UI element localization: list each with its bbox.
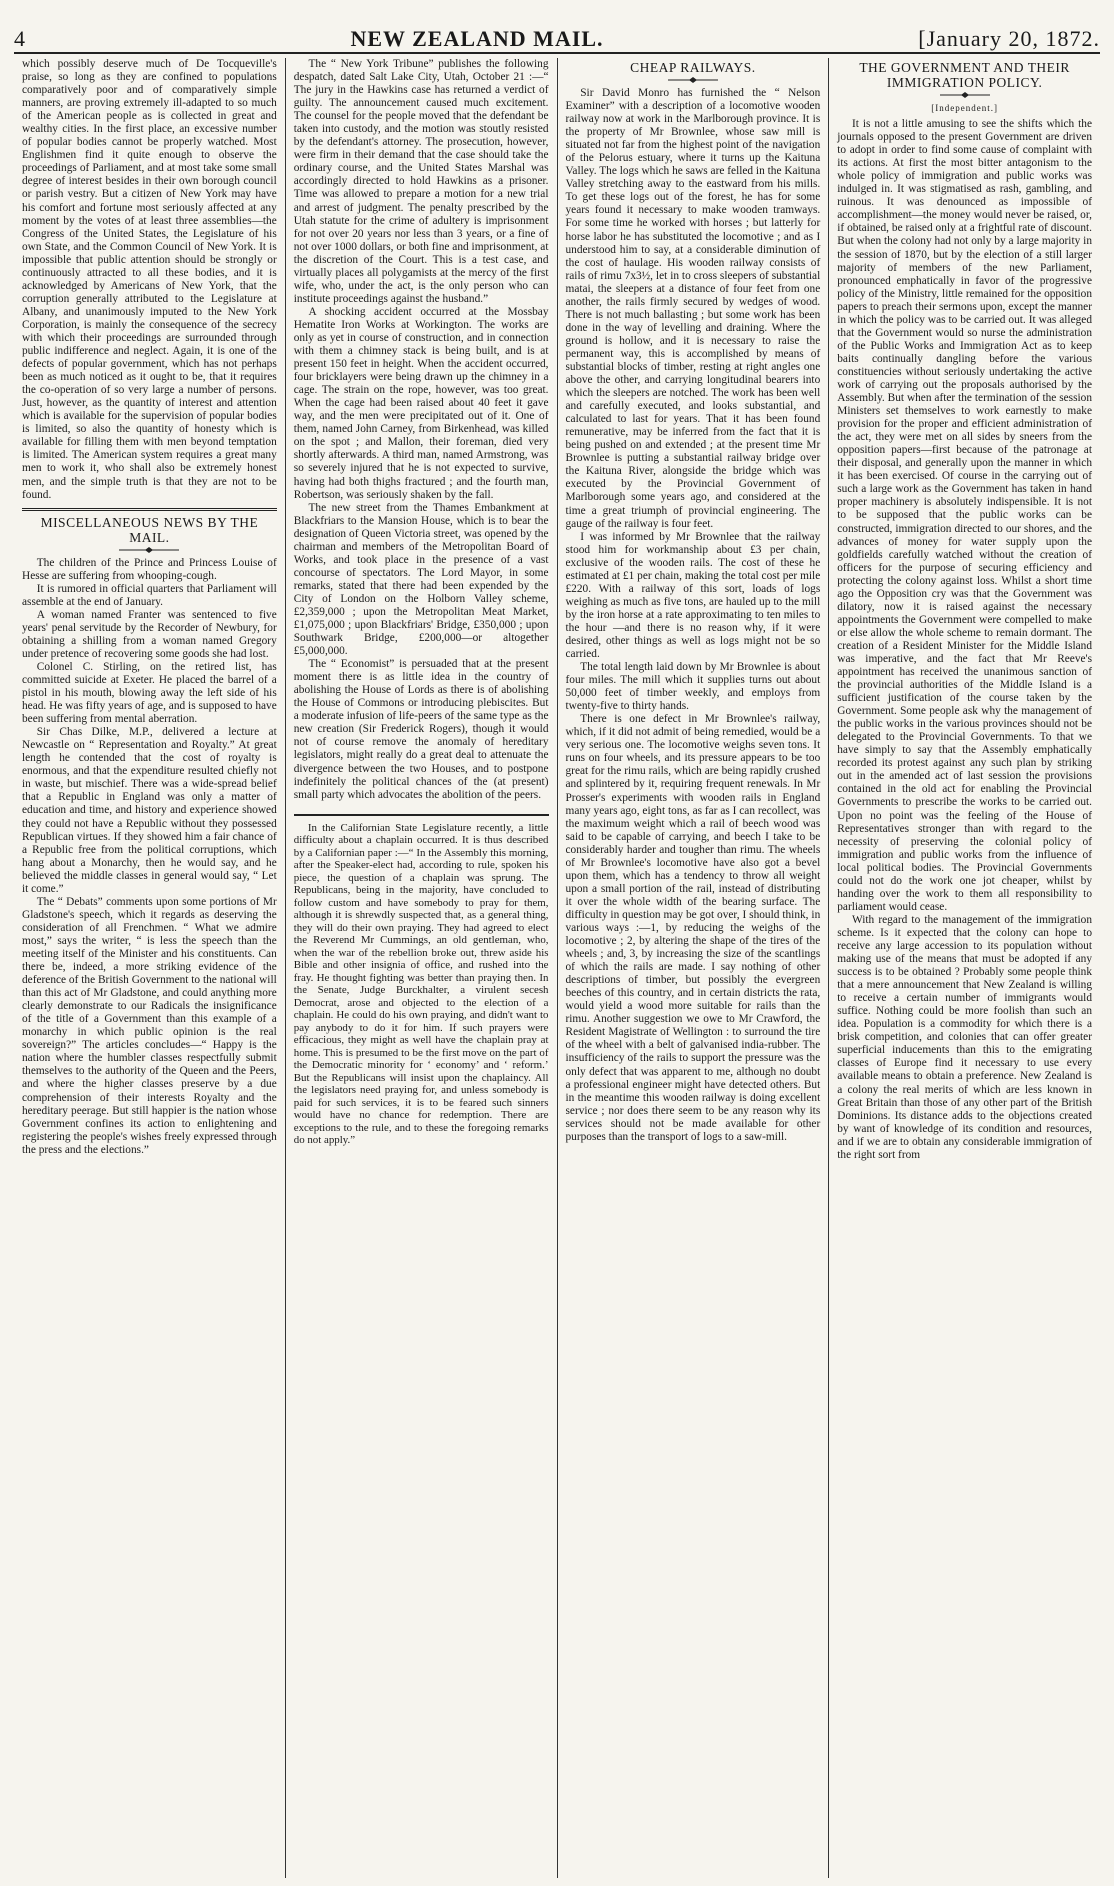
misc-news-heading: MISCELLANEOUS NEWS BY THE MAIL. <box>40 514 259 545</box>
masthead <box>14 18 1100 54</box>
news-item: The new street from the Thames Embankment at Blackfriars to the Mansion House, which is to bear the designation of Queen Victoria street, was opened by the chairman and members of the Metropolitan Board of Works, and took place in the presence of a vast concourse of spectators. The Lord Mayor, in some remarks, stated that there had been expended by the City of London on the Holborn Valley scheme, £2,359,000 ; upon the Metropolitan Meat Market, £1,075,000 ; upon Blackfriars' Bridge, £350,000 ; upon Southwark Bridge, £200,000—or altogether £5,000,000. <box>293 501 549 658</box>
column-3 <box>558 58 830 1878</box>
page-number: 4 <box>14 26 26 51</box>
ornament-rule-icon <box>940 92 990 98</box>
misc-item: A woman named Franter was sentenced to five years' penal servitude by the Recorder of Newbury, for obtaining a shilling from a woman named Gregory under pretence of recovering some goods she had lost. <box>22 608 277 660</box>
misc-item: The “ Debats” comments upon some portions of Mr Gladstone's speech, which it regards as deserving the consideration of all Frenchmen. “ What we admire most,” says the writer, “ is less the speech than the meeting itself of the Minister and his constituents. Can there be, indeed, a more striking evidence of the deference of the British Government to the national will than this act of Mr Gladstone, and could anything more clearly demonstrate to our Radicals the insignificance of the title of a Government than this example of a monarchy in which public opinion is the real sovereign?” The articles concludes—“ Happy is the nation where the humbler classes respectfully submit themselves to the authority of the Queen and the Peers, and where the higher classes preserve by a due comprehension of their interests Royalty and the hereditary peerage. But still happier is the nation whose Government confines its action to enlightening and registering the people's wishes freely expressed through the press and the elections.” <box>22 895 277 1156</box>
misc-item: It is rumored in official quarters that Parliament will assemble at the end of January. <box>22 582 277 608</box>
news-item: The “ New York Tribune” publishes the following despatch, dated Salt Lake City, Utah, October 21 :—“ The jury in the Hawkins case has returned a verdict of guilty. The announcement caused much excitement. The counsel for the people moved that the defendant be taken into custody, and the motion was stoutly resisted by the defendant's attorney. The prosecution, however, were firm in their demand that the case should take the ordinary course, and the United States Marshal was accordingly directed to hold Hawkins as a prisoner. Time was allowed to prepare a motion for a new trial and arrest of judgment. The penalty prescribed by the Utah statute for the crime of adultery is imprisonment for not over 20 years nor less than 3 years, or a fine of not over 1000 dollars, or both fine and imprisonment, at the discretion of the Court. This is a test case, and virtually places all polygamists at the mercy of the first wife, who, under the act, is the only person who can institute proceedings against the husband.” <box>293 58 549 305</box>
issue-date: [January 20, 1872. <box>918 26 1100 51</box>
misc-item: The children of the Prince and Princess Louise of Hesse are suffering from whooping-cough. <box>22 556 277 582</box>
column-2 <box>286 58 558 1878</box>
ornament-rule-icon <box>668 77 718 83</box>
article-paragraph: With regard to the management of the immigration scheme. Is it expected that the colony can hope to receive any large accession to its population without making use of the means that must be adopted if any success is to be obtained ? Probably some people think that a mere announcement that New Zealand is willing to receive a certain number of immigrants would suffice. Nothing could be more foolish than such an idea. Population is a commodity for which there is a brisk competition, and colonies that can offer greater superficial inducements than this to the emigrating classes of Europe find it necessary to use every available means to obtain a preference. New Zealand is a colony the real merits of which are less known in Great Britain than those of any other part of the British Dominions. Its distance adds to the objections created by want of knowledge of its condition and resources, and if we are to obtain any considerable immigration of the right sort from <box>837 913 1092 1161</box>
news-item: The “ Economist” is persuaded that at the present moment there is as little idea in the country of abolishing the House of Lords as there is of abolishing the House of Commons or introducing plebiscites. But a moderate infusion of life-peers of the same type as the new creation (Sir Frederick Rogers), though it would not of course remove the anomaly of hereditary legislators, might really do a great deal to attenuate the divergence between the two Houses, and to postpone indefinitely the political chances of the (at present) small party which advocates the abolition of the peers. <box>293 658 549 801</box>
cheap-railways-heading: CHEAP RAILWAYS. <box>630 60 756 75</box>
article-divider <box>294 814 549 816</box>
ornament-rule-icon <box>119 547 179 553</box>
immigration-policy-heading: THE GOVERNMENT AND THEIR IMMIGRATION POLICY. <box>859 60 1070 90</box>
news-item: A shocking accident occurred at the Mossbay Hematite Iron Works at Workington. The works are only as yet in course of construction, and in connection with them a chimney stack is being built, and is at present 150 feet in height. When the accident occurred, four bricklayers were being drawn up the chimney in a cage. The strain on the rope, however, was too great. When the cage had been raised about 40 feet it gave way, and the men were precipitated out of it. One of them, named John Carney, from Birkenhead, was killed on the spot ; and Mallon, their foreman, died very shortly afterwards. A third man, named Armstrong, was so severely injured that he is not expected to survive, having had both thighs fractured ; and the fourth man, Robertson, was seriously shaken by the fall. <box>293 305 549 501</box>
article-divider <box>22 508 277 511</box>
californian-item: In the Californian State Legislature recently, a little difficulty about a chaplain occurred. It is thus described by a Californian paper :—“ In the Assembly this morning, after the Speaker-elect had, according to rule, spoken his piece, the question of a chaplain was sprung. The Republicans, being in the majority, have concluded to follow custom and have somebody to pray for them, although it is shrewdly suspected that, as a general thing, they will do their own praying. They had agreed to elect the Reverend Mr Cummings, an old gentleman, who, when the war of the rebellion broke out, threw aside his Bible and other insignia of office, and rushed into the fray. He thought fighting was better than praying then. In the Senate, Judge Burckhalter, a virulent secesh Democrat, arose and objected to the election of a chaplain. He could do his own praying, and didn't want to pay anybody to do it for him. If such prayers were efficacious, they might as well have the chaplain pray at home. This is presumed to be the first move on the part of the Democratic minority for ‘ economy’ and ‘ reform.’ But the Republicans will insist upon the chaplaincy. All the legislators need praying for, and unless somebody is paid for such services, it is to be feared such sinners would have no chance for redemption. There are exceptions to the rule, and to these the foregoing remarks do not apply.” <box>293 821 549 1147</box>
misc-item: Colonel C. Stirling, on the retired list, has committed suicide at Exeter. He placed the barrel of a pistol in his mouth, blowing away the left side of his head. He was fifty years of age, and is supposed to have been suffering from mental aberration. <box>22 660 277 726</box>
page-columns <box>14 58 1100 1878</box>
article-paragraph: The total length laid down by Mr Brownlee is about four miles. The mill which it supplies turns out about 50,000 feet of timber weekly, and employs from twenty-five to thirty hands. <box>565 661 821 713</box>
newspaper-title: NEW ZEALAND MAIL. <box>350 26 604 51</box>
article-paragraph: Sir David Monro has furnished the “ Nelson Examiner” with a description of a locomotive wooden railway now at work in the Marlborough province. It is the property of Mr Brownlee, whose saw mill is situated not far from the highest point of the navigation of the Pelorus estuary, where it turns up the Kaituna Valley. The logs which he saws are felled in the Kaituna Valley stretching away to the eastward from his mills. To get these logs out of the forest, he has for some years found it necessary to make wooden tramways. For some time he worked with horses ; but latterly for horse labor he has substituted the locomotive ; and as I understood him to say, at a considerable diminution of the cost of haulage. His wooden railway consists of rails of rimu 7x3½, let in to cross sleepers of substantial matai, the sleepers at a distance of four feet from one another, the rails firmly secured by wedges of wood. There is not much ballasting ; but some work has been done in the way of levelling and draining. Where the ground is hollow, and it is necessary to raise the permanent way, this is accomplished by means of substantial blocks of timber, resting at right angles one above the other, and carrying longitudinal bearers into which the sleepers are notched. The work has been well and carefully executed, and looks substantial, and calculated to last for years. That it has been found remunerative, may be inferred from the fact that it is being pushed on and extended ; at the present time Mr Brownlee is putting a substantial railway bridge over the Kaituna River, alongside the bridge which was executed by the Provincial Government of Marlborough some years ago, and considered at the time a great triumph of provincial engineering. The gauge of the railway is four feet. <box>565 87 821 530</box>
article-paragraph: It is not a little amusing to see the shifts which the journals opposed to the present Government are driven to adopt in order to find some cause of complaint with its actions. At first the most bitter antagonism to the whole policy of immigration and public works was indulged in. It was stigmatised as rash, gambling, and ruinous. It was denounced as impossible of accomplishment—the money would never be raised, or, if obtained, be raised only at a frightful rate of discount. But when the colony had not only by a large majority in the session of 1870, but by the election of a still larger majority of members of the new Parliament, pronounced emphatically in favor of the progressive policy of the Ministry, little remained for the opposition papers to preach their sermons upon, except the manner in which the policy was to be carried out. It was alleged that the Government would so nurse the administration of the Public Works and Immigration Act as to keep baits continually dangling before the various constituencies without seriously undertaking the active work of carrying out the proposals authorised by the Assembly. But when after the termination of the session Ministers set themselves to work earnestly to make provision for the proper and efficient administration of the act, they were met on all sides by sneers from the opposition papers—first because of the patronage at their disposal, and generally upon the manner in which it has been exercised. Of course in the carrying out of such a large work as the Government has taken in hand proper machinery is absolutely indispensible. It is not to be supposed that the public works can be constructed, immigration directed to our shores, and the advances of money for water supply upon the goldfields carefully watched without the creation of officers for the purpose of securing efficiency and protecting the colony against loss. Whilst a short time ago the Opposition cry was that the Government was dilatory, now it is raised against the necessary appointments the Government were compelled to make or else allow the whole scheme to remain dormant. The creation of a Resident Minister for the Middle Island was imperative, and the fact that Mr Reeve's appointment has received the unanimous sanction of the provincial authorities of the Middle Island is a sufficient justification of the course taken by the Government. Some people ask why the management of the public works in the various provinces should not be delegated to the Provincial Governments. To that we have simply to say that the Assembly emphatically recorded its protest against any such plan by striking out in the amended act of last session the provisions contained in the old act for enabling the Provincial Governments to prescribe the works to be carried out. Upon no point was the feeling of the House of Representatives stronger than with regard to the necessity of preserving the colonial policy of immigration and public works from the influence of local political bodies. The Provincial Governments could not do the work one jot cheaper, whilst by handing over the work to them all responsibility to parliament would cease. <box>837 118 1092 913</box>
column-4 <box>829 58 1100 1878</box>
misc-item: Sir Chas Dilke, M.P., delivered a lecture at Newcastle on “ Representation and Royalty.” At great length he contended that the cost of royalty is enormous, and that the expenditure resulted chiefly not in waste, but mischief. There was a wide-spread belief that a Republic in England was only a matter of education and time, and history and experience showed they could not have a Republic without they possessed Republican virtues. If they showed him a fair chance of a Republic free from the political corruptions, which hang about a Monarchy, then he would say, and he believed the middle classes in general would say, “ Let it come.” <box>22 726 277 895</box>
source-credit: [Independent.] <box>931 103 998 113</box>
column-1 <box>14 58 286 1878</box>
article-paragraph: There is one defect in Mr Brownlee's railway, which, if it did not admit of being remedied, would be a very serious one. The locomotive weighs seven tons. It runs on four wheels, and its pressure appears to be too great for the rimu rails, which are being rapidly crushed and splintered by it, requiring frequent renewals. In Mr Prosser's experiments with wooden rails in England many years ago, eight tons, as far as I can recollect, was the maximum weight which a rail of beech wood was said to be capable of carrying, and beech I take to be considerably harder and tougher than rimu. The wheels of Mr Brownlee's locomotive have also got a bevel upon them, which has a tendency to throw all weight upon a small portion of the rail, instead of distributing it over the whole width of the bearing surface. The difficulty in question may be got over, I should think, in various ways :—1, by reducing the weighs of the locomotive ; 2, by altering the shape of the tires of the wheels ; and, 3, by increasing the size of the scantlings of which the rails are made. I say nothing of other descriptions of timber, but possibly the evergreen beeches of this country, and in certain districts the rata, would yield a wood more suitable for rails than the rimu. Another suggestion we owe to Mr Crawford, the Resident Magistrate of Wellington : to surround the tire of the wheel with a belt of galvanised india-rubber. The insufficiency of the rails to support the pressure was the only defect that was apparent to me, although no doubt a professional engineer might have detected others. But in the meantime this wooden railway is doing excellent service ; nor does there seem to be any reason why its services should not be made available for other purposes than the transport of logs to a saw-mill. <box>565 713 821 1143</box>
article-continuation: which possibly deserve much of De Tocqueville's praise, so long as they are confined to populations comparatively poor and of comparatively simple manners, are proving extremely ill-adapted to so much of the American people as is collected in great and wealthy cities. In the first place, an excessive number of popular bodies cannot be properly watched. Most Englishmen find it quite enough to observe the proceedings of Parliament, and at most take some small degree of interest besides in their own borough council or parish vestry. But a citizen of New York may have his comfort and fortune most seriously affected at any moment by the votes of at least three assemblies—the Congress of the United States, the Legislature of his own State, and the Common Council of New York. It is impossible that public attention should be strongly or continuously attracted to all these bodies, and it is acknowledged by Americans of New York, that the corruption generally attributed to the Legislature at Albany, and unanimously imputed to the New York Corporation, is mainly the consequence of the secrecy with which their proceedings are surrounded through public indifference and neglect. Again, it is one of the defects of popular government, which has not perhaps been as much noticed as it ought to be, that it requires the co-operation of so very large a number of persons. Just, however, as the quantity of interest and attention which is available for the supervision of popular bodies is limited, so also the quantity of honesty which is available for filling them with men beyond temptation is limited. The American system requires a great many men to work it, who shall also be extremely honest men, and the simple truth is that they are not to be found. <box>22 58 277 501</box>
article-paragraph: I was informed by Mr Brownlee that the railway stood him for workmanship about £3 per chain, exclusive of the wooden rails. The cost of these he estimated at £1 per chain, making the total cost per mile £220. With a railway of this sort, loads of logs weighing as much as five tons, are hauled up to the mill by the iron horse at a rate approximating to ten miles to the hour —and there is no reason why, if it were desired, other things as well as logs might not be so carried. <box>565 530 821 661</box>
